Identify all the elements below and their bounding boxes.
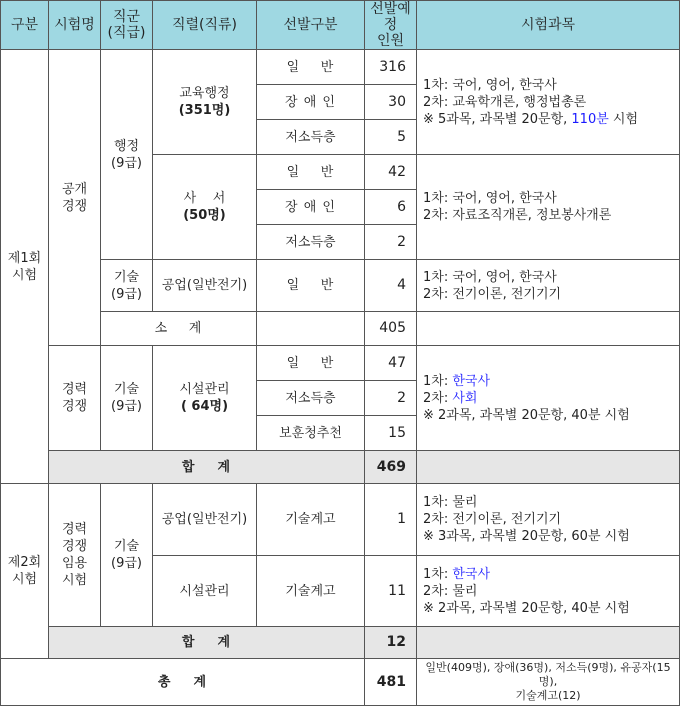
planned-count: 6 [365,190,417,225]
subtotal-label: 소 계 [101,312,257,346]
selection-type: 저소득층 [257,225,365,260]
edu-admin-title: 교육행정 (351명) [153,50,257,155]
header-selection-type: 선발구분 [257,1,365,50]
tech-title: 공업(일반전기) [153,260,257,312]
planned-count: 2 [365,225,417,260]
selection-type: 저소득층 [257,120,365,155]
subtotal-empty [257,312,365,346]
header-planned: 선발예정 인원 [365,1,417,50]
exam2-total-value: 12 [365,627,417,659]
facility-title: 시설관리 ( 64명) [153,346,257,451]
exam2-elec-title: 공업(일반전기) [153,484,257,556]
planned-count: 15 [365,416,417,451]
planned-count: 316 [365,50,417,85]
selection-type: 장 애 인 [257,190,365,225]
career-subjects: 1차: 한국사 2차: 사회 ※ 2과목, 과목별 20문항, 40분 시험 [417,346,680,451]
selection-type: 저소득층 [257,381,365,416]
admin-jik-label: 행정 (9급) [101,50,153,260]
total-row [1,627,680,659]
exam2-facility-subjects: 1차: 한국사 2차: 물리 ※ 2과목, 과목별 20문항, 40분 시험 [417,556,680,627]
career-jik-label: 기술 (9급) [101,346,153,451]
exam1-total-label: 합 계 [49,451,365,484]
exam2-total-label: 합 계 [49,627,365,659]
planned-count: 30 [365,85,417,120]
planned-count: 1 [365,484,417,556]
selection-type: 보훈청추천 [257,416,365,451]
planned-count: 5 [365,120,417,155]
grand-total-label: 총 계 [1,659,365,706]
planned-count: 42 [365,155,417,190]
header-jikgun: 직군 (직급) [101,1,153,50]
selection-type: 기술계고 [257,556,365,627]
table-row [1,260,680,312]
header-row [1,1,680,50]
librarian-subjects: 1차: 국어, 영어, 한국사 2차: 자료조직개론, 정보봉사개론 [417,155,680,260]
selection-type: 일 반 [257,50,365,85]
exam1-label: 제1회 시험 [1,50,49,484]
table-row [1,50,680,85]
exam2-name: 경력 경쟁 임용 시험 [49,484,101,627]
total-row [1,451,680,484]
exam1-total-empty [417,451,680,484]
selection-type: 일 반 [257,260,365,312]
selection-type: 장 애 인 [257,85,365,120]
exam1-career-label: 경력 경쟁 [49,346,101,451]
header-jikryeol: 직렬(직류) [153,1,257,50]
planned-count: 47 [365,346,417,381]
librarian-title: 사 서 (50명) [153,155,257,260]
table-row [1,484,680,556]
tech-jik-label: 기술 (9급) [101,260,153,312]
grand-total-value: 481 [365,659,417,706]
table-row [1,346,680,381]
exam2-jik-label: 기술 (9급) [101,484,153,627]
exam2-total-empty [417,627,680,659]
subtotal-value: 405 [365,312,417,346]
subtotal-row [1,312,680,346]
exam2-label: 제2회 시험 [1,484,49,659]
planned-count: 11 [365,556,417,627]
header-exam-name: 시험명 [49,1,101,50]
tech-subjects: 1차: 국어, 영어, 한국사 2차: 전기이론, 전기기기 [417,260,680,312]
grand-total-row [1,659,680,706]
exam2-elec-subjects: 1차: 물리 2차: 전기이론, 전기기기 ※ 3과목, 과목별 20문항, 60분 시험 [417,484,680,556]
selection-type: 일 반 [257,155,365,190]
planned-count: 4 [365,260,417,312]
exam2-facility-title: 시설관리 [153,556,257,627]
edu-admin-subjects: 1차: 국어, 영어, 한국사 2차: 교육학개론, 행정법총론 ※ 5과목, 과목별 20문항, 110분 시험 [417,50,680,155]
subtotal-subjects-empty [417,312,680,346]
selection-type: 기술계고 [257,484,365,556]
selection-type: 일 반 [257,346,365,381]
exam1-open-label: 공개 경쟁 [49,50,101,346]
header-subjects: 시험과목 [417,1,680,50]
planned-count: 2 [365,381,417,416]
exam1-total-value: 469 [365,451,417,484]
grand-total-breakdown: 일반(409명), 장애(36명), 저소득(9명), 유공자(15명), 기술계고(12) [417,659,680,706]
header-gubun: 구분 [1,1,49,50]
